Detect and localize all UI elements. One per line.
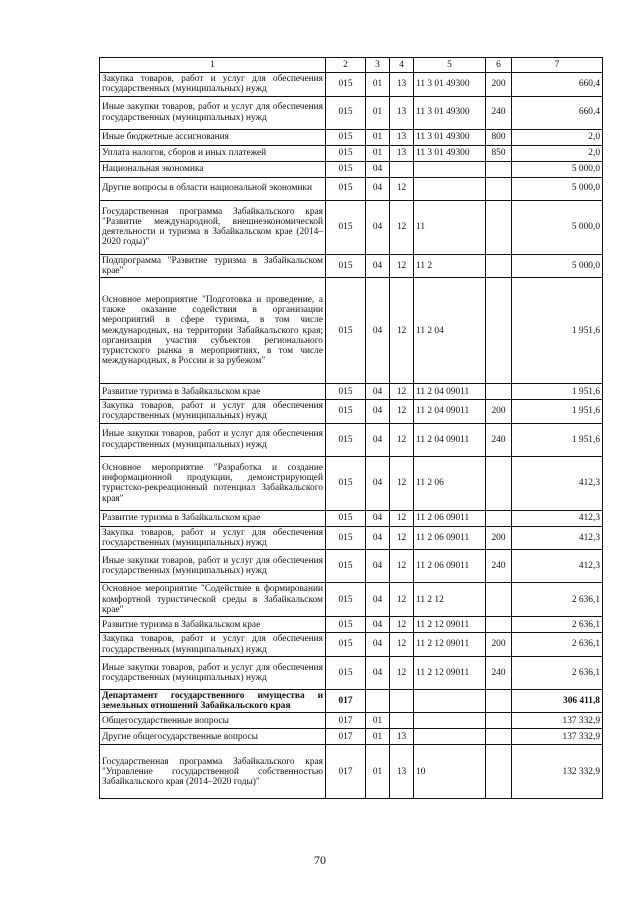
subsection-cell: 12 [390, 526, 414, 550]
name-cell: Развитие туризма в Забайкальском крае [100, 384, 326, 400]
subsection-cell [390, 713, 414, 729]
expense-type-cell [486, 278, 512, 384]
name-cell: Закупка товаров, работ и услуг для обеспечения государственных (муниципальных) нужд [100, 526, 326, 550]
expense-type-cell: 240 [486, 656, 512, 689]
name-cell: Развитие туризма в Забайкальском крае [100, 617, 326, 633]
table-row [100, 145, 603, 161]
name-cell: Закупка товаров, работ и услуг для обеспечения государственных (муниципальных) нужд [100, 73, 326, 97]
amount-cell: 2,0 [512, 129, 603, 145]
name-cell: Закупка товаров, работ и услуг для обеспечения государственных (муниципальных) нужд [100, 633, 326, 657]
table-row [100, 96, 603, 129]
table-row [100, 729, 603, 745]
name-cell: Иные закупки товаров, работ и услуг для обеспечения государственных (муниципальных) нужд [100, 550, 326, 583]
target-code-cell: 11 2 12 09011 [414, 617, 486, 633]
amount-cell: 137 332,9 [512, 729, 603, 745]
name-cell: Общегосударственные вопросы [100, 713, 326, 729]
expense-type-cell [486, 254, 512, 278]
table-row [100, 689, 603, 713]
expense-type-cell [486, 456, 512, 510]
target-code-cell: 11 2 12 [414, 583, 486, 617]
amount-cell: 412,3 [512, 526, 603, 550]
section-cell: 04 [366, 617, 390, 633]
target-code-cell: 11 2 12 09011 [414, 656, 486, 689]
name-cell: Закупка товаров, работ и услуг для обеспечения государственных (муниципальных) нужд [100, 400, 326, 424]
subsection-cell: 12 [390, 510, 414, 526]
target-code-cell: 11 3 01 49300 [414, 145, 486, 161]
table-row [100, 278, 603, 384]
grbs-cell: 015 [326, 200, 366, 254]
name-cell: Основное мероприятие "Разработка и создание информационной продукции, демонстрирующей туристско-рекреационный потенциал Забайкальского края" [100, 456, 326, 510]
grbs-cell: 015 [326, 510, 366, 526]
name-cell: Другие общегосударственные вопросы [100, 729, 326, 745]
name-cell: Основное мероприятие "Подготовка и проведение, а также оказание содействия в организации мероприятий в сфере туризма, в том числе международных, на территории Забайкальского края; организация участия субъектов регионального туристского рынка в мероприятиях, в том числе международных, в России и за рубежом" [100, 278, 326, 384]
section-cell: 04 [366, 583, 390, 617]
amount-cell: 2 636,1 [512, 633, 603, 657]
grbs-cell: 015 [326, 145, 366, 161]
name-cell: Иные бюджетные ассигнования [100, 129, 326, 145]
header-cell-5: 5 [414, 58, 486, 73]
table-row [100, 73, 603, 97]
expense-type-cell: 200 [486, 633, 512, 657]
grbs-cell: 015 [326, 96, 366, 129]
expense-type-cell: 240 [486, 423, 512, 456]
subsection-cell: 12 [390, 384, 414, 400]
name-cell: Иные закупки товаров, работ и услуг для обеспечения государственных (муниципальных) нужд [100, 96, 326, 129]
table-row [100, 384, 603, 400]
section-cell: 01 [366, 96, 390, 129]
header-row [100, 58, 603, 73]
target-code-cell: 11 2 04 [414, 278, 486, 384]
name-cell: Национальная экономика [100, 161, 326, 177]
subsection-cell: 13 [390, 96, 414, 129]
expense-type-cell: 800 [486, 129, 512, 145]
subsection-cell: 12 [390, 633, 414, 657]
target-code-cell: 11 2 [414, 254, 486, 278]
header-cell-1: 1 [100, 58, 326, 73]
subsection-cell [390, 689, 414, 713]
subsection-cell: 12 [390, 200, 414, 254]
amount-cell: 2 636,1 [512, 583, 603, 617]
target-code-cell: 11 2 06 09011 [414, 550, 486, 583]
expense-type-cell [486, 161, 512, 177]
name-cell: Государственная программа Забайкальского края "Управление государственной собственностью Забайкальского края (2014–2020 годы)" [100, 745, 326, 799]
target-code-cell [414, 689, 486, 713]
grbs-cell: 015 [326, 254, 366, 278]
table-row [100, 583, 603, 617]
budget-table [99, 57, 603, 799]
table-row [100, 456, 603, 510]
grbs-cell: 015 [326, 400, 366, 424]
name-cell: Государственная программа Забайкальского края "Развитие международной, внешнеэкономической деятельности и туризма в Забайкальском крае (2014–2020 годы)" [100, 200, 326, 254]
expense-type-cell: 240 [486, 96, 512, 129]
table-row [100, 656, 603, 689]
grbs-cell: 015 [326, 656, 366, 689]
grbs-cell: 015 [326, 633, 366, 657]
section-cell [366, 689, 390, 713]
expense-type-cell [486, 583, 512, 617]
table-body [100, 58, 603, 799]
target-code-cell: 11 3 01 49300 [414, 96, 486, 129]
amount-cell: 5 000,0 [512, 161, 603, 177]
amount-cell: 5 000,0 [512, 177, 603, 200]
grbs-cell: 015 [326, 550, 366, 583]
section-cell: 04 [366, 278, 390, 384]
target-code-cell: 10 [414, 745, 486, 799]
section-cell: 04 [366, 526, 390, 550]
expense-type-cell [486, 745, 512, 799]
section-cell: 04 [366, 633, 390, 657]
grbs-cell: 015 [326, 73, 366, 97]
section-cell: 04 [366, 510, 390, 526]
section-cell: 04 [366, 456, 390, 510]
amount-cell: 137 332,9 [512, 713, 603, 729]
amount-cell: 2 636,1 [512, 656, 603, 689]
target-code-cell: 11 2 12 09011 [414, 633, 486, 657]
subsection-cell: 12 [390, 550, 414, 583]
section-cell: 01 [366, 145, 390, 161]
subsection-cell: 13 [390, 145, 414, 161]
table-row [100, 177, 603, 200]
target-code-cell: 11 2 06 [414, 456, 486, 510]
grbs-cell: 015 [326, 583, 366, 617]
section-cell: 04 [366, 161, 390, 177]
target-code-cell: 11 2 06 09011 [414, 526, 486, 550]
grbs-cell: 015 [326, 423, 366, 456]
name-cell: Иные закупки товаров, работ и услуг для обеспечения государственных (муниципальных) нужд [100, 423, 326, 456]
expense-type-cell [486, 713, 512, 729]
name-cell: Департамент государственного имущества и земельных отношений Забайкальского края [100, 689, 326, 713]
header-cell-3: 3 [366, 58, 390, 73]
target-code-cell: 11 3 01 49300 [414, 73, 486, 97]
expense-type-cell: 240 [486, 550, 512, 583]
amount-cell: 306 411,8 [512, 689, 603, 713]
table-row [100, 713, 603, 729]
grbs-cell: 017 [326, 745, 366, 799]
expense-type-cell: 200 [486, 400, 512, 424]
name-cell: Подпрограмма "Развитие туризма в Забайкальском крае" [100, 254, 326, 278]
subsection-cell: 12 [390, 278, 414, 384]
table-row [100, 510, 603, 526]
grbs-cell: 017 [326, 729, 366, 745]
target-code-cell: 11 2 04 09011 [414, 423, 486, 456]
expense-type-cell [486, 689, 512, 713]
target-code-cell [414, 713, 486, 729]
expense-type-cell [486, 617, 512, 633]
amount-cell: 412,3 [512, 550, 603, 583]
subsection-cell [390, 161, 414, 177]
header-cell-7: 7 [512, 58, 603, 73]
target-code-cell: 11 [414, 200, 486, 254]
section-cell: 01 [366, 713, 390, 729]
target-code-cell [414, 177, 486, 200]
grbs-cell: 015 [326, 161, 366, 177]
amount-cell: 412,3 [512, 510, 603, 526]
amount-cell: 132 332,9 [512, 745, 603, 799]
table-row [100, 550, 603, 583]
amount-cell: 660,4 [512, 73, 603, 97]
table-row [100, 254, 603, 278]
expense-type-cell [486, 177, 512, 200]
subsection-cell: 12 [390, 177, 414, 200]
grbs-cell: 015 [326, 617, 366, 633]
grbs-cell: 015 [326, 177, 366, 200]
expense-type-cell [486, 384, 512, 400]
name-cell: Уплата налогов, сборов и иных платежей [100, 145, 326, 161]
grbs-cell: 017 [326, 713, 366, 729]
subsection-cell: 12 [390, 400, 414, 424]
amount-cell: 660,4 [512, 96, 603, 129]
target-code-cell: 11 2 06 09011 [414, 510, 486, 526]
table-row [100, 200, 603, 254]
name-cell: Основное мероприятие "Содействие в формировании комфортной туристической среды в Забайкальском крае" [100, 583, 326, 617]
section-cell: 01 [366, 745, 390, 799]
expense-type-cell [486, 729, 512, 745]
section-cell: 04 [366, 423, 390, 456]
subsection-cell: 12 [390, 617, 414, 633]
expense-type-cell [486, 510, 512, 526]
name-cell: Другие вопросы в области национальной экономики [100, 177, 326, 200]
grbs-cell: 015 [326, 456, 366, 510]
subsection-cell: 12 [390, 583, 414, 617]
section-cell: 01 [366, 729, 390, 745]
table-row [100, 617, 603, 633]
section-cell: 04 [366, 400, 390, 424]
amount-cell: 1 951,6 [512, 400, 603, 424]
grbs-cell: 015 [326, 129, 366, 145]
grbs-cell: 015 [326, 526, 366, 550]
header-cell-2: 2 [326, 58, 366, 73]
expense-type-cell: 200 [486, 73, 512, 97]
amount-cell: 2,0 [512, 145, 603, 161]
table-row [100, 423, 603, 456]
target-code-cell [414, 161, 486, 177]
section-cell: 04 [366, 550, 390, 583]
grbs-cell: 017 [326, 689, 366, 713]
amount-cell: 1 951,6 [512, 384, 603, 400]
target-code-cell: 11 2 04 09011 [414, 384, 486, 400]
section-cell: 04 [366, 177, 390, 200]
header-cell-6: 6 [486, 58, 512, 73]
target-code-cell [414, 729, 486, 745]
amount-cell: 1 951,6 [512, 278, 603, 384]
table-row [100, 400, 603, 424]
target-code-cell: 11 3 01 49300 [414, 129, 486, 145]
section-cell: 04 [366, 254, 390, 278]
section-cell: 01 [366, 73, 390, 97]
subsection-cell: 12 [390, 456, 414, 510]
table-row [100, 526, 603, 550]
name-cell: Развитие туризма в Забайкальском крае [100, 510, 326, 526]
subsection-cell: 13 [390, 729, 414, 745]
subsection-cell: 12 [390, 254, 414, 278]
subsection-cell: 12 [390, 423, 414, 456]
target-code-cell: 11 2 04 09011 [414, 400, 486, 424]
table-row [100, 129, 603, 145]
subsection-cell: 12 [390, 656, 414, 689]
name-cell: Иные закупки товаров, работ и услуг для обеспечения государственных (муниципальных) нужд [100, 656, 326, 689]
section-cell: 04 [366, 656, 390, 689]
section-cell: 04 [366, 384, 390, 400]
table-row [100, 161, 603, 177]
expense-type-cell [486, 200, 512, 254]
header-cell-4: 4 [390, 58, 414, 73]
amount-cell: 1 951,6 [512, 423, 603, 456]
table-row [100, 633, 603, 657]
subsection-cell: 13 [390, 73, 414, 97]
expense-type-cell: 850 [486, 145, 512, 161]
amount-cell: 2 636,1 [512, 617, 603, 633]
subsection-cell: 13 [390, 129, 414, 145]
amount-cell: 5 000,0 [512, 200, 603, 254]
amount-cell: 5 000,0 [512, 254, 603, 278]
grbs-cell: 015 [326, 384, 366, 400]
table-row [100, 745, 603, 799]
section-cell: 04 [366, 200, 390, 254]
subsection-cell: 13 [390, 745, 414, 799]
grbs-cell: 015 [326, 278, 366, 384]
page-number: 70 [314, 853, 326, 867]
section-cell: 01 [366, 129, 390, 145]
expense-type-cell: 200 [486, 526, 512, 550]
amount-cell: 412,3 [512, 456, 603, 510]
